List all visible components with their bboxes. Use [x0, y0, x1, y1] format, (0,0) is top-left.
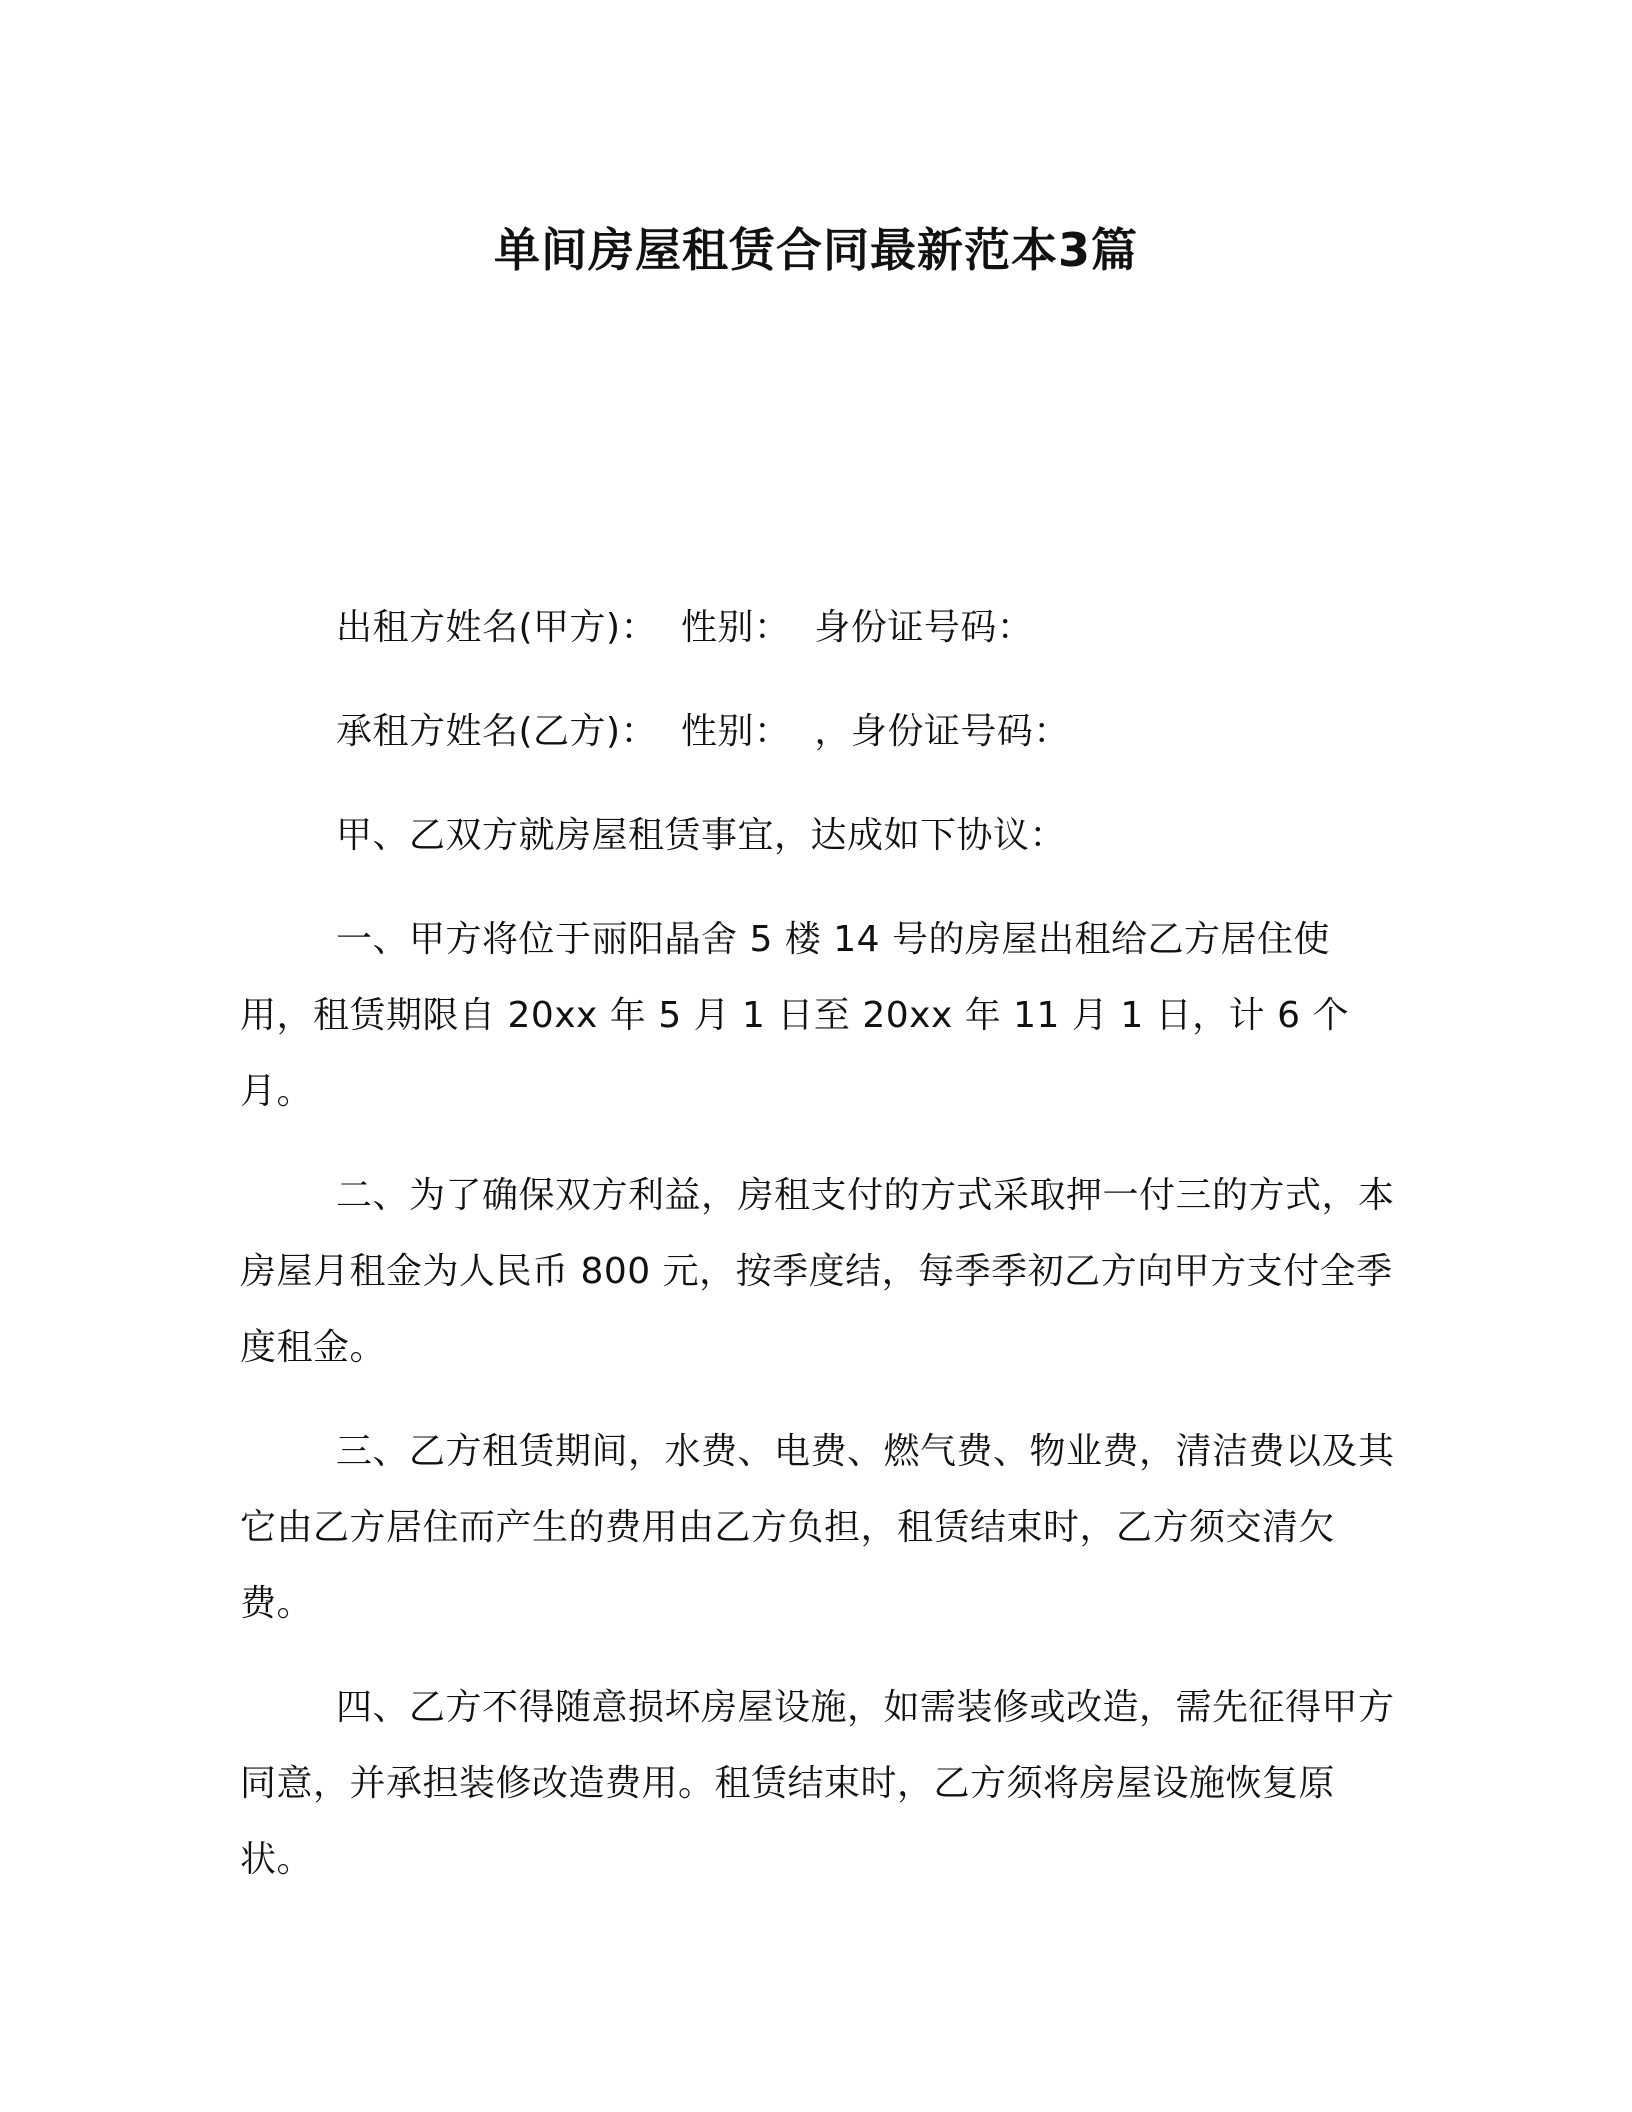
- lessor-info-line: 出租方姓名(甲方)： 性别： 身份证号码：: [336, 607, 1034, 648]
- document-title: 单间房屋租赁合同最新范本3篇: [493, 223, 1138, 277]
- clause-1: 一、甲方将位于丽阳晶舍 5 楼 14 号的房屋出租给乙方居住使用，租赁期限自 20xx 年 5 月 1 日至 20xx 年 11 月 1 日，计 6 个月。: [240, 919, 1349, 1112]
- document-body: [240, 590, 1400, 1926]
- agreement-intro: 甲、乙双方就房屋租赁事宜，达成如下协议：: [336, 815, 1067, 856]
- lessee-info-line: 承租方姓名(乙方)： 性别： ，身份证号码：: [336, 711, 1070, 752]
- clause-3: 三、乙方租赁期间，水费、电费、燃气费、物业费，清洁费以及其它由乙方居住而产生的费用由乙方负担，租赁结束时，乙方须交清欠费。: [240, 1431, 1395, 1624]
- clause-4: 四、乙方不得随意损坏房屋设施，如需装修或改造，需先征得甲方同意，并承担装修改造费用。租赁结束时，乙方须将房屋设施恢复原状。: [240, 1687, 1395, 1880]
- clause-2: 二、为了确保双方利益，房租支付的方式采取押一付三的方式，本房屋月租金为人民币 800 元，按季度结，每季季初乙方向甲方支付全季度租金。: [240, 1175, 1395, 1368]
